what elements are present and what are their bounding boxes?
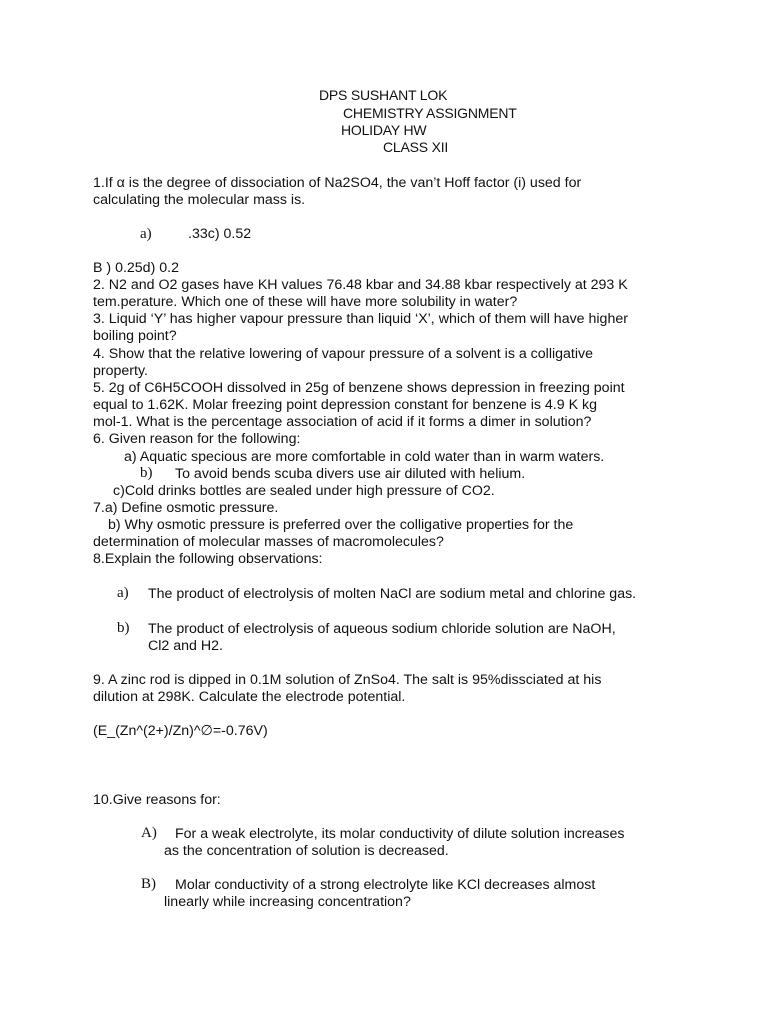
question-5-line-3: mol-1. What is the percentage association of acid if it forms a dimer in solution? [93,414,592,430]
question-6-line-1: 6. Given reason for the following: [93,431,301,447]
option-a-marker: a) [140,226,152,242]
question-10-part-a-marker: A) [141,825,157,841]
question-7-part-b-line-1: b) Why osmotic pressure is preferred over the colligative properties for the [108,517,574,533]
question-2-line-2: tem.perature. Which one of these will have more solubility in water? [93,294,518,310]
question-4-line-1: 4. Show that the relative lowering of vapour pressure of a solvent is a colligative [93,346,593,362]
question-2-line-1: 2. N2 and O2 gases have KH values 76.48 kbar and 34.88 kbar respectively at 293 K [93,277,628,293]
question-8-part-b-marker: b) [117,620,130,636]
question-10-part-b-marker: B) [141,876,156,892]
question-6-part-b: To avoid bends scuba divers use air diluted with helium. [175,466,526,482]
assignment-title: CHEMISTRY ASSIGNMENT [343,105,517,121]
question-10-part-b-line-2: linearly while increasing concentration? [164,894,411,910]
question-8-part-a-marker: a) [117,585,129,601]
question-10-part-a-line-2: as the concentration of solution is decreased. [164,843,449,859]
question-1-line-1: 1.If α is the degree of dissociation of Na2SO4, the van’t Hoff factor (i) used for [93,175,582,191]
question-6-part-c: c)Cold drinks bottles are sealed under high pressure of CO2. [113,483,495,499]
option-a-text: .33c) 0.52 [188,226,252,242]
assignment-type: HOLIDAY HW [341,122,427,138]
question-9-line-1: 9. A zinc rod is dipped in 0.1M solution of ZnSo4. The salt is 95%dissciated at his [93,672,602,688]
question-8-part-b-line-2: Cl2 and H2. [148,638,223,654]
question-10-line-1: 10.Give reasons for: [93,792,221,808]
option-b-text: B ) 0.25d) 0.2 [93,260,179,276]
question-5-line-2: equal to 1.62K. Molar freezing point depression constant for benzene is 4.9 K kg [93,397,597,413]
question-5-line-1: 5. 2g of C6H5COOH dissolved in 25g of benzene shows depression in freezing point [93,380,625,396]
question-8-line-1: 8.Explain the following observations: [93,551,323,567]
question-6-part-a: a) Aquatic specious are more comfortable in cold water than in warm waters. [124,449,605,465]
question-4-line-2: property. [93,363,148,379]
question-8-part-b-line-1: The product of electrolysis of aqueous sodium chloride solution are NaOH, [148,621,616,637]
class-label: CLASS XII [383,139,449,155]
question-6-part-b-marker: b) [140,465,153,481]
question-3-line-2: boiling point? [93,328,177,344]
question-7-part-b-line-2: determination of molecular masses of macromolecules? [93,534,444,550]
question-3-line-1: 3. Liquid ‘Y’ has higher vapour pressure than liquid ‘X’, which of them will have higher [93,311,628,327]
question-1-line-2: calculating the molecular mass is. [93,192,306,208]
question-7-part-a: 7.a) Define osmotic pressure. [93,500,279,516]
question-9-line-2: dilution at 298K. Calculate the electrode potential. [93,689,406,705]
school-name: DPS SUSHANT LOK [319,87,448,103]
question-10-part-a-line-1: For a weak electrolyte, its molar conductivity of dilute solution increases [175,826,625,842]
question-9-formula: (E_(Zn^(2+)/Zn)^∅=-0.76V) [93,723,268,739]
question-8-part-a: The product of electrolysis of molten NaCl are sodium metal and chlorine gas. [148,586,637,602]
question-10-part-b-line-1: Molar conductivity of a strong electrolyte like KCl decreases almost [175,877,596,893]
